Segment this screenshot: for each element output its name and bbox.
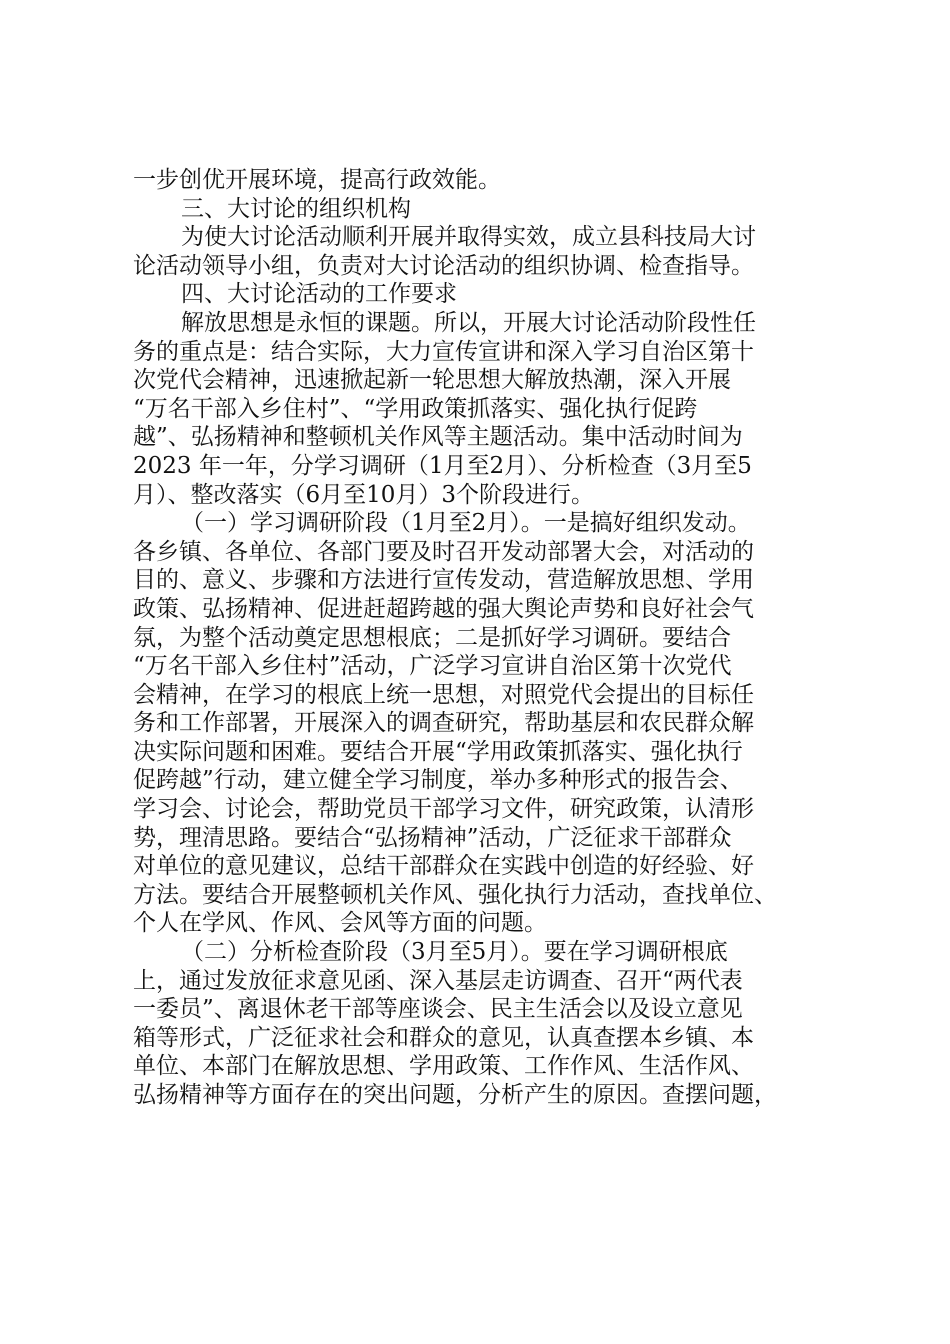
text-line: 各乡镇、各单位、各部门要及时召开发动部署大会，对活动的	[133, 538, 754, 565]
text-line: 政策、弘扬精神、促进赶超跨越的强大舆论声势和良好社会气	[133, 595, 754, 622]
section-heading: 三、大讨论的组织机构	[181, 195, 411, 222]
text-line: 越”、弘扬精神和整顿机关作风等主题活动。集中活动时间为	[133, 424, 743, 451]
text-line: 解放思想是永恒的课题。所以，开展大讨论活动阶段性任	[181, 309, 756, 336]
text-line: 为使大讨论活动顺利开展并取得实效，成立县科技局大讨	[181, 224, 756, 251]
text-line: 弘扬精神等方面存在的突出问题，分析产生的原因。查摆问题，	[133, 1082, 777, 1108]
subsection-heading: （一）学习调研阶段（1月至2月）。一是搞好组织发动。	[181, 510, 751, 537]
text-line: 对单位的意见建议，总结干部群众在实践中创造的好经验、好	[133, 853, 754, 880]
section-heading: 四、大讨论活动的工作要求	[181, 281, 457, 308]
document-body	[133, 166, 833, 1110]
text-line: 目的、意义、步骤和方法进行宣传发动，营造解放思想、学用	[133, 567, 754, 594]
text-line: 一委员”、离退休老干部等座谈会、民主生活会以及设立意见	[133, 996, 743, 1023]
text-line: 方法。要结合开展整顿机关作风、强化执行力活动，查找单位、	[133, 881, 777, 908]
text-line: “万名干部入乡住村”、“学用政策抓落实、强化执行促跨	[133, 395, 698, 422]
text-line: 氛，为整个活动奠定思想根底；二是抓好学习调研。要结合	[133, 624, 731, 651]
text-line: 会精神，在学习的根底上统一思想，对照党代会提出的目标任	[133, 681, 754, 708]
text-line: “万名干部入乡住村”活动，广泛学习宣讲自治区第十次党代	[133, 653, 732, 680]
text-line: 一步创优开展环境，提高行政效能。	[133, 167, 501, 193]
text-line: 势，理清思路。要结合“弘扬精神”活动，广泛征求干部群众	[133, 824, 732, 851]
text-line: 务和工作部署，开展深入的调查研究，帮助基层和农民群众解	[133, 710, 754, 737]
text-line: 2023 年一年，分学习调研（1月至2月）、分析检查（3月至5	[133, 452, 752, 479]
text-line: 上，通过发放征求意见函、深入基层走访调查、召开“两代表	[133, 967, 743, 994]
text-line: 月）、整改落实（6月至10月）3个阶段进行。	[133, 481, 595, 508]
text-line: 单位、本部门在解放思想、学用政策、工作作风、生活作风、	[133, 1053, 754, 1080]
text-line: 个人在学风、作风、会风等方面的问题。	[133, 910, 547, 937]
text-line: 论活动领导小组，负责对大讨论活动的组织协调、检查指导。	[133, 252, 754, 279]
text-line: 学习会、讨论会，帮助党员干部学习文件，研究政策，认清形	[133, 796, 754, 823]
text-line: 务的重点是：结合实际，大力宣传宣讲和深入学习自治区第十	[133, 338, 754, 365]
text-line: 次党代会精神，迅速掀起新一轮思想大解放热潮，深入开展	[133, 367, 731, 394]
text-line: 决实际问题和困难。要结合开展“学用政策抓落实、强化执行	[133, 738, 743, 765]
subsection-heading: （二）分析检查阶段（3月至5月）。要在学习调研根底	[181, 939, 728, 966]
text-line: 促跨越”行动，建立健全学习制度，举办多种形式的报告会、	[133, 767, 743, 794]
text-line: 箱等形式，广泛征求社会和群众的意见，认真查摆本乡镇、本	[133, 1024, 754, 1051]
